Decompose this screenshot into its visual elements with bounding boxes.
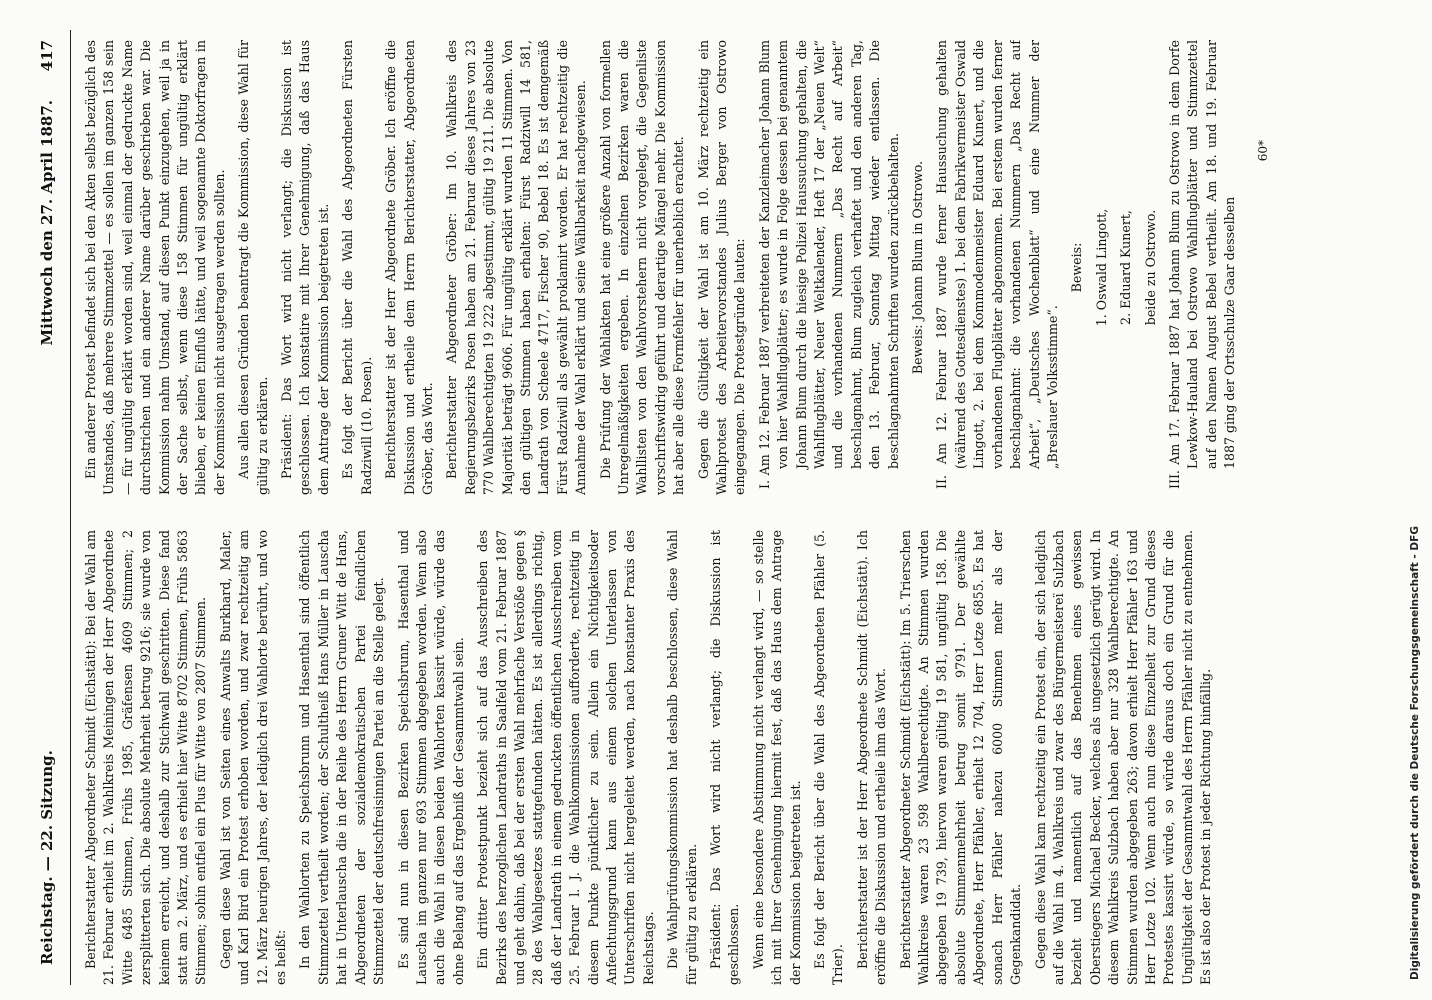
paragraph: Wenn eine besondere Abstimmung nicht verlangt wird, — so stelle ich mit Ihrer Genehmigung hiermit fest, daß das Haus dem Antrage der Kommission beigetreten ist.: [750, 530, 803, 985]
paragraph: Präsident: Das Wort wird nicht verlangt; die Diskussion ist geschlossen. Ich konstatire mit Ihrer Genehmigung, daß das Haus dem Antrage der Kommission beigetreten ist.: [279, 40, 331, 495]
rotated-page-content: [30, 30, 1390, 985]
signature-mark: 60*: [1255, 140, 1270, 162]
evidence-line: Beweis: Johann Blum in Ostrowo.: [910, 160, 926, 375]
paragraph: Berichterstatter ist der Herr Abgeordnete Schmidt (Eichstätt). Ich eröffne die Diskussion und ertheile ihm das Wort.: [854, 530, 889, 985]
paragraph: In den Wahlorten zu Speichsbrunn und Hasenthal sind öffentlich Stimmzettel vertheilt worden; der Schultheiß Hans Müller in Lauscha hat in Unterlauscha die in der Reihe des Herrn Gruner Witt de Hans, Abgeordneten der sozialdemokratischen Partei feindlichen Stimmzettel der deutschfreisinnigen Partei an die Stelle gelegt.: [297, 530, 387, 985]
paragraph: Berichterstatter Abgeordneter Schmidt (Eichstätt): Im 5. Trierschen Wahlkreise waren 23 598 Wahlberechtigte. An Stimmen wurden abgegeben 19 739, hiervon waren gültig 19 581, ungültig 158. Die absolute Stimmenmehrheit betrug somit 9791. Der gewählte Abgeordnete, Herr Pfähler, erhielt 12 704, Herr Lotze 6855. Es hat sonach Herr Pfähler nahezu 6000 Stimmen mehr als der Gegenkandidat.: [897, 530, 1024, 985]
page-header: [30, 30, 71, 985]
witness-line: 1. Oswald Lingott,: [1093, 208, 1109, 327]
paragraph: Präsident: Das Wort wird nicht verlangt; die Diskussion ist geschlossen.: [708, 530, 742, 985]
paragraph: Gegen diese Wahl ist von Seiten eines Anwalts Burkhard, Maler, und Karl Bird ein Protest erhoben worden, und zwar rechtzeitig am 12. März heurigen Jahres, der lediglich drei Wahlorte berührt, und wo es heißt:: [217, 530, 289, 985]
witness-line: beide zu Ostrowo.: [1142, 209, 1158, 326]
header-left: Reichstag. — 22. Sitzung.: [38, 750, 56, 965]
protest-item: III. Am 17. Februar 1887 hat Johann Blum zu Ostrowo in dem Dorfe Lewkow-Hauland bei Ostrowo Wahlflugblätter und Stimmzettel auf den Namen August Bebel vertheilt. Am 18. und 19. Februar 1887 ging der Ortsschulze Gaar desselben: [1166, 40, 1238, 489]
paragraph: Es folgt der Bericht über die Wahl des Abgeordneten Pfähler (5. Trier).: [812, 530, 846, 985]
paragraph: Aus allen diesen Gründen beantragt die Kommission, diese Wahl für gültig zu erklären.: [236, 40, 270, 495]
left-column: [82, 530, 1312, 985]
header-right: Mittwoch den 27. April 1887.: [38, 100, 56, 346]
digitization-text: Digitalisierung gefördert durch die Deutsche Forschungsgemeinschaft - DFG: [1409, 526, 1421, 980]
paragraph: Die Wahlprüfungskommission hat deshalb beschlossen, diese Wahl für gültig zu erklären.: [665, 530, 699, 985]
paragraph: Ein dritter Protestpunkt bezieht sich auf das Ausschreiben des Bezirks des herzoglichen Landraths in Saalfeld vom 21. Februar 1887 und geht dahin, daß bei der ersten Wahl mehrfache Verstöße gegen § 28 des Wahlgesetzes stattgefunden hätten. Es ist allerdings richtig, daß der Landrath in einem gedruckten öffentlichen Ausschreiben vom 25. Februar l. J. die Wahlkommissionen aufforderte, rechtzeitig in diesem Punkte pünktlicher zu sein. Allein ein Nichtigkeitsoder Anfechtungsgrund kann aus einem solchen Unterlassen von Unterschriften nicht hergeleitet werden, nach konstanter Praxis des Reichstags.: [475, 530, 656, 985]
evidence-label: Beweis:: [1069, 242, 1085, 293]
paragraph: Es folgt der Bericht über die Wahl des Abgeordneten Fürsten Radziwill (10. Posen).: [340, 40, 374, 495]
protest-item: I. Am 12. Februar 1887 verbreiteten der Kanzleimacher Johann Blum von hier Wahlflugblätter; es wurde in Folge dessen bei genanntem Johann Blum durch die hiesige Polizei Haussuchung gehalten, die Wahlflugblätter, Neuer Weltkalender, Heft 17 der „Neuen Welt“ und die vorhandenen Nummern „Das Recht auf Arbeit“ beschlagnahmt, Blum zugleich verhaftet und den anderen Tag, den 13. Februar, Sonntag Mittag wieder entlassen. Die beschlagnahmten Schriften wurden zurückbehalten.: [756, 40, 901, 489]
paragraph: Die Prüfung der Wahlakten hat eine größere Anzahl von formellen Unregelmäßigkeiten ergeben. In einzelnen Bezirken waren die Wahllisten von den Wahlvorstehern nicht vorgelegt, die Gegenliste vorschriftswidrig geführt und derartige Mängel mehr. Die Kommission hat aber alle diese Formfehler für unerheblich erachtet.: [597, 40, 687, 495]
protest-item: II. Am 12. Februar 1887 wurde ferner Haussuchung gehalten (während des Gottesdienstes) 1. bei dem Fabrikvermeister Oswald Lingott, 2. bei dem Kommodenmeister Eduard Kunert, und die vorhandenen Flugblätter abgenommen. Bei erstem wurden ferner beschlagnahmt: die vorhandenen Nummern „Das Recht auf Arbeit“, „Deutsches Wochenblatt“ und eine Nummer der „Breslauer Volksstimme“.: [934, 40, 1060, 489]
witness-line: 2. Eduard Kunert,: [1118, 210, 1134, 325]
paragraph: Ein anderer Protest befindet sich bei den Akten selbst bezüglich des Umstandes, daß mehrere Stimmzettel — es sollen im ganzen 158 sein — für ungültig erklärt worden sind, weil einmal der gedruckte Name durchstrichen und ein anderer Name darüber geschrieben war. Die Kommission nahm Umstand, auf diesen Punkt einzugehen, weil ja in der Sache selbst, wenn diese 158 Stimmen für ungültig erklärt blieben, er keinen Einfluß hätte, und weil sogenannte Doktorfragen in der Kommission nicht ausgetragen werden sollten.: [83, 40, 227, 495]
page-number: 417: [38, 40, 56, 72]
paragraph: Berichterstatter Abgeordneter Schmidt (Eichstätt): Bei der Wahl am 21. Februar erhielt im 2. Wahlkreis Meiningen der Herr Abgeordnete Witte 6485 Stimmen, Frühs 1985, Gräfensen 4609 Stimmen; 2 zersplitterten sich. Die absolute Mehrheit betrug 9216; sie wurde von keinem erreicht, und deshalb zur Stichwahl geschritten. Diese fand statt am 2. März, und es erhielt hier Witte 8702 Stimmen, Frühs 5863 Stimmen; sohin entfiel ein Plus für Witte von 2807 Stimmen.: [83, 530, 209, 985]
paragraph: Gegen diese Wahl kam rechtzeitig ein Protest ein, der sich lediglich auf die Wahl im 4. Wahlkreis und zwar des Bürgermeistereï Sulzbach bezieht und namentlich auf das Benehmen eines gewissen Oberstiegers Michael Becker, welches als ungesetzlich gerügt wird. In diesem Wahlkreis Sulzbach haben aber nur 328 Wahlberechtigte. An Stimmen wurden abgegeben 263; davon erhielt Herr Pfähler 163 und Herr Lotze 102. Wenn auch nun diese Einzelheit zur Grund dieses Protestes kassirt würde, so würde daraus doch ein Grund für die Ungültigkeit der Gesammtwahl des Herrn Pfähler nicht zu entnehmen. Es ist also der Protest in jeder Richtung hinfällig.: [1032, 530, 1214, 985]
paragraph: Gegen die Gültigkeit der Wahl ist am 10. März rechtzeitig ein Wahlprotest des Arbeitervorstandes Julius Berger von Ostrowo eingegangen. Die Protestgründe lauten:: [695, 40, 748, 495]
paragraph: Berichterstatter Abgeordneter Gröber: Im 10. Wahlkreis des Regierungsbezirks Posen haben am 21. Februar dieses Jahres von 23 770 Wahlberechtigten 19 222 abgestimmt, gültig 19 211. Die absolute Majorität beträgt 9606. Für ungültig erklärt wurden 11 Stimmen. Von den gültigen Stimmen haben erhalten: Fürst Radziwill 14 581, Landrath von Scheele 4717, Fischer 90, Bebel 18. Es ist demgemäß Fürst Radziwill als gewählt proklamirt worden. Er hat rechtzeitig die Annahme der Wahl erklärt und seine Wählbarkeit nachgewiesen.: [444, 40, 589, 495]
digitization-note: [1409, 20, 1427, 980]
paragraph: Berichterstatter ist der Herr Abgeordnete Gröber. Ich eröffne die Diskussion und ertheile dem Herrn Berichterstatter, Abgeordneten Gröber, das Wort.: [383, 40, 435, 495]
paragraph: Es sind nun in diesen Bezirken Speichsbrunn, Hasenthal und Lauscha im ganzen nur 693 Stimmen abgegeben worden. Wenn also auch die Wahl in diesen beiden Wahlorten kassirt würde, würde das ohne Belang auf das Ergebniß der Gesammtwahl sein.: [395, 530, 466, 985]
right-column: [82, 40, 1312, 495]
